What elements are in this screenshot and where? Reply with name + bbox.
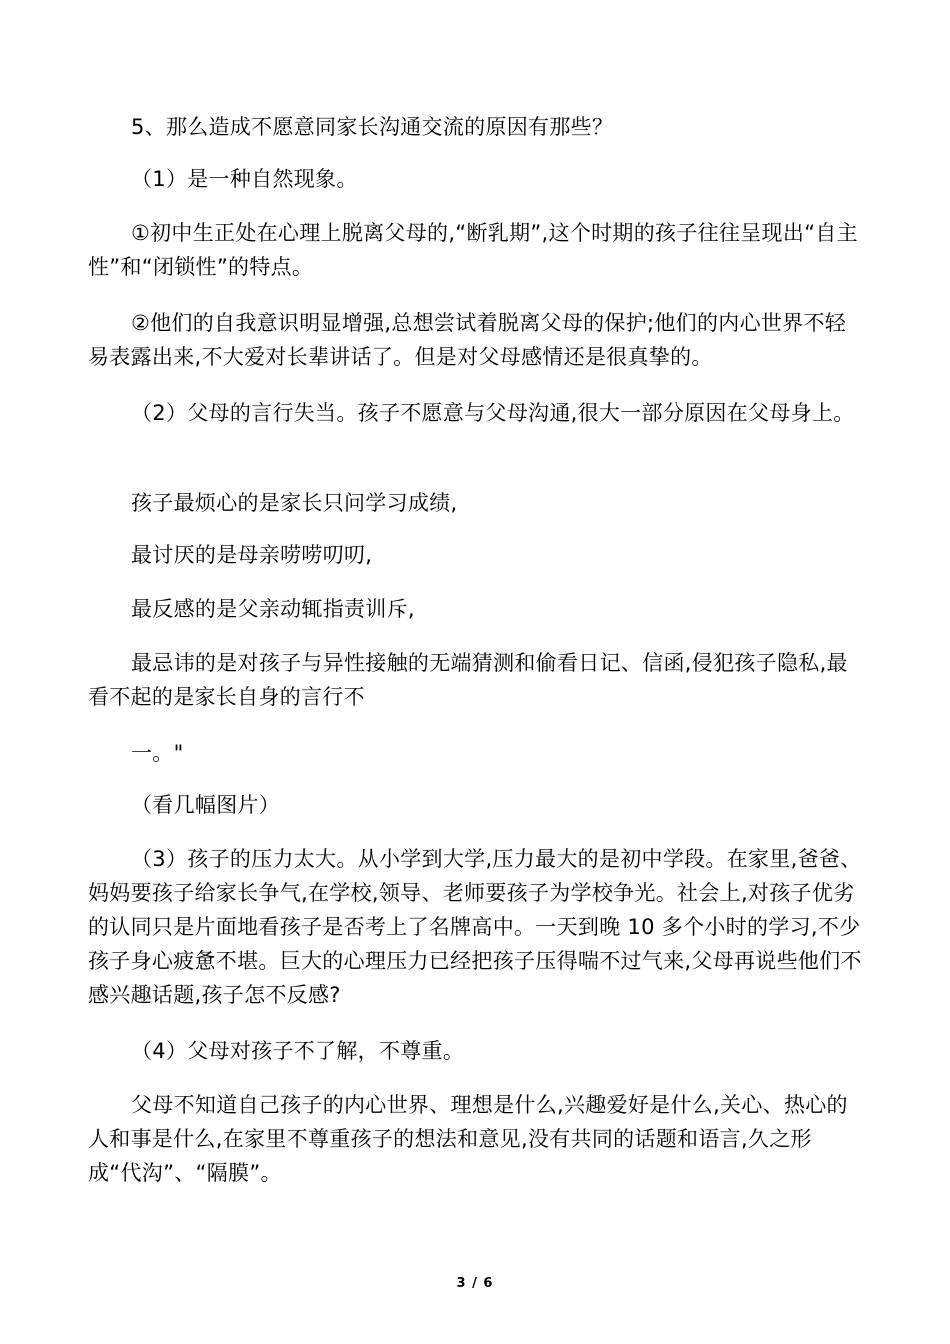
reason-1-point-2: ②他们的自我意识明显增强,总想尝试着脱离父母的保护;他们的内心世界不轻易表露出来,不大爱对长辈讲话了。但是对父母感情还是很真挚的。 [88, 311, 847, 369]
reason-4-paragraph: 父母不知道自己孩子的内心世界、理想是什么,兴趣爱好是什么,关心、热心的人和事是什么,在家里不尊重孩子的想法和意见,没有共同的话题和语言,久之形成“代沟”、“隔膜”。 [88, 1093, 848, 1185]
image-note: （看几幅图片） [131, 793, 281, 817]
reason-4-heading: （4）父母对孩子不了解，不尊重。 [131, 1039, 465, 1063]
question-heading: 5、那么造成不愿意同家长沟通交流的原因有那些？ [131, 115, 614, 139]
parent-behavior-continuation: 一。" [131, 741, 184, 765]
reason-3-paragraph: （3）孩子的压力太大。从小学到大学,压力最大的是初中学段。在家里,爸爸、妈妈要孩子给家长争气,在学校,领导、老师要孩子为学校争光。社会上,对孩子优劣的认同只是片面地看孩子是否考上了名牌高中。一天到晚 10 多个小时的学习,不少孩子身心疲惫不堪。巨大的心理压力已经把孩子压得喘不过气来,父母再说些他们不感兴趣话题,孩子怎不反感? [88, 847, 862, 1007]
reason-2-heading: （2）父母的言行失当。孩子不愿意与父母沟通,很大一部分原因在父母身上。 [131, 401, 855, 425]
reason-1-point-1: ①初中生正处在心理上脱离父母的,“断乳期”,这个时期的孩子往往呈现出“自主性”和“闭锁性”的特点。 [88, 221, 858, 279]
reason-1-heading: （1）是一种自然现象。 [131, 167, 358, 191]
parent-behavior-item: 孩子最烦心的是家长只问学习成绩, [131, 491, 458, 515]
parent-behavior-item: 最忌讳的是对孩子与异性接触的无端猜测和偷看日记、信函,侵犯孩子隐私,最看不起的是家长自身的言行不 [88, 651, 848, 709]
parent-behavior-item: 最反感的是父亲动辄指责训斥, [131, 597, 415, 621]
page-number: 3 / 6 [456, 1276, 494, 1291]
parent-behavior-item: 最讨厌的是母亲唠唠叨叨, [131, 543, 373, 567]
